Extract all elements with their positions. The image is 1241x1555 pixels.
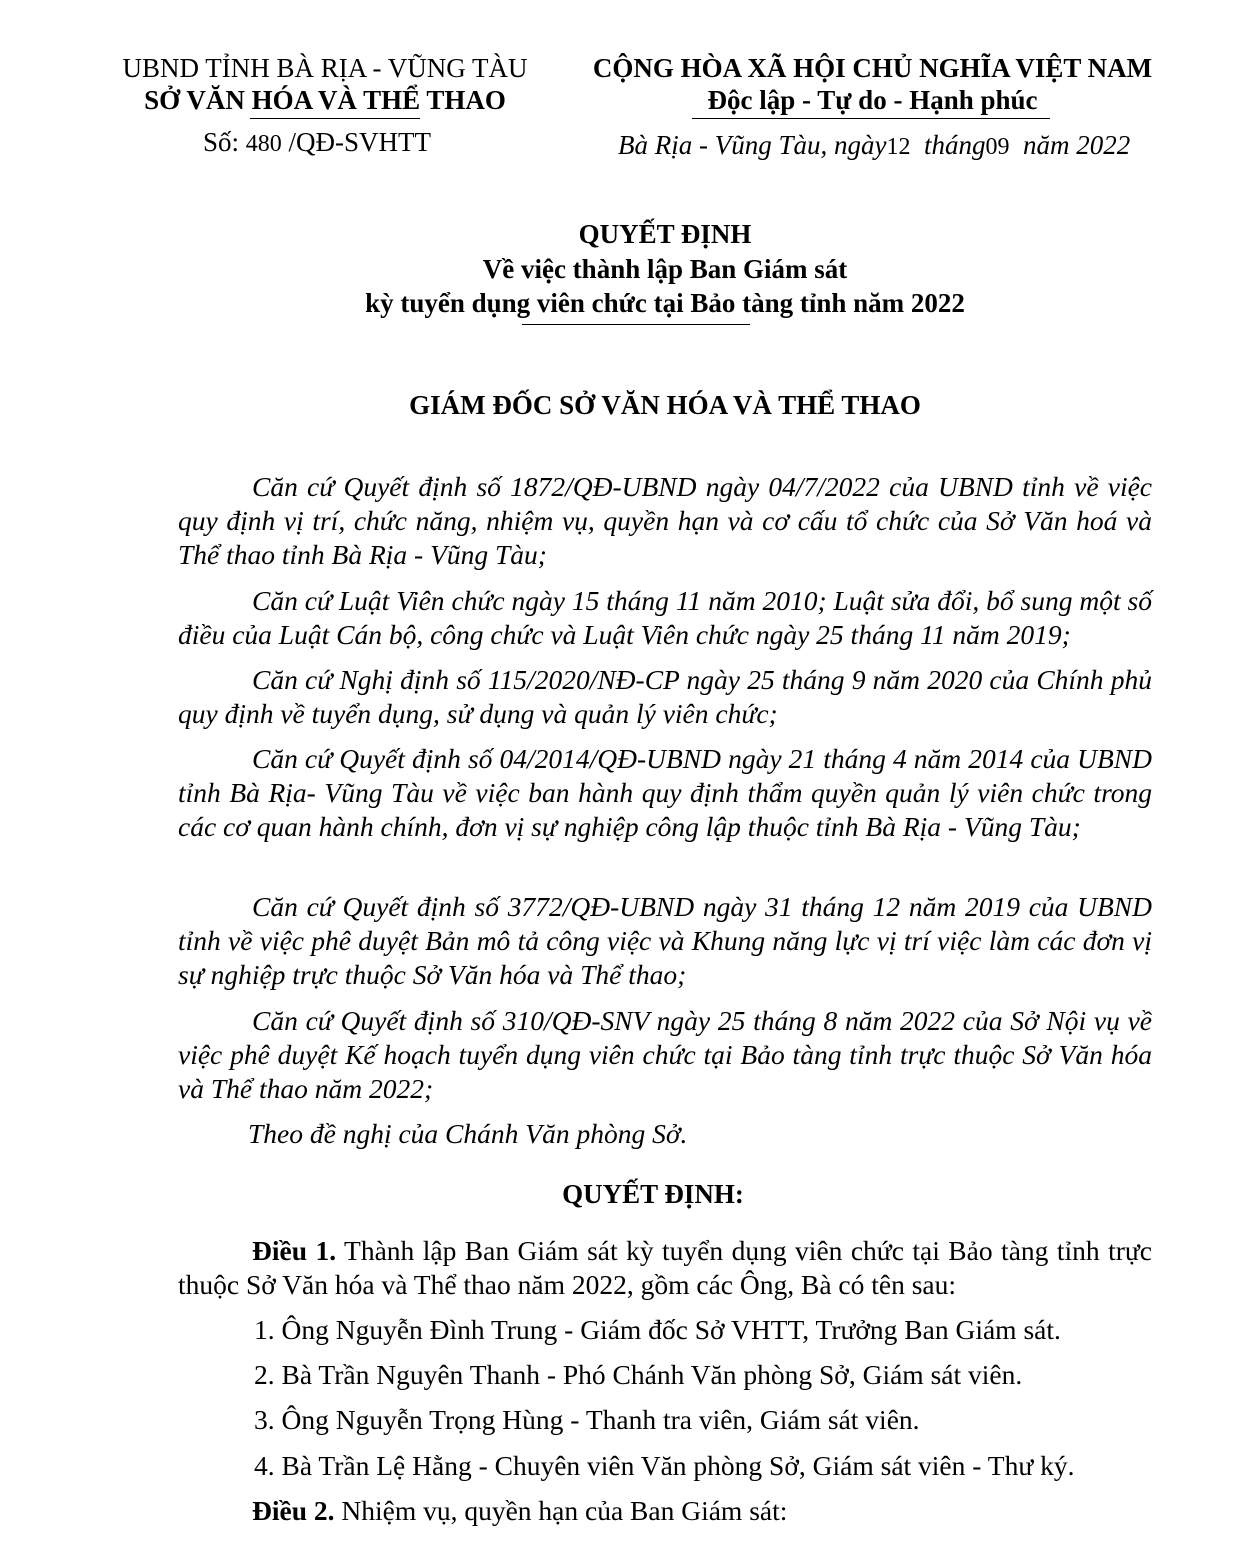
article-2-text: Nhiệm vụ, quyền hạn của Ban Giám sát:: [334, 1495, 788, 1526]
doc-no-prefix: Số:: [203, 127, 240, 157]
decision-title: QUYẾT ĐỊNH: [578, 219, 752, 249]
document-number: [203, 124, 431, 162]
member-item: 3. Ông Nguyễn Trọng Hùng - Thanh tra viên, Giám sát viên.: [254, 1404, 920, 1435]
issuing-authority: GIÁM ĐỐC SỞ VĂN HÓA VÀ THỂ THAO: [409, 390, 921, 420]
motto-underline: [692, 118, 1050, 119]
decision-subject-line2: kỳ tuyển dụng viên chức tại Bảo tàng tỉnh năm 2022: [365, 288, 965, 318]
doc-no-value: 480: [245, 131, 282, 157]
preamble-text: Căn cứ Luật Viên chức ngày 15 tháng 11 năm 2010; Luật sửa đổi, bổ sung một số điều của Luật Cán bộ, công chức và Luật Viên chức ngày 25 tháng 11 năm 2019;: [178, 585, 1152, 650]
decision-subject-line1: Về việc thành lập Ban Giám sát: [482, 254, 848, 284]
article-2: [252, 1494, 787, 1528]
preamble-text: Căn cứ Nghị định số 115/2020/NĐ-CP ngày 25 tháng 9 năm 2020 của Chính phủ quy định về tuyển dụng, sử dụng và quản lý viên chức;: [178, 664, 1152, 729]
preamble-paragraph: [178, 663, 1152, 731]
preamble-paragraph: [178, 1117, 1152, 1151]
article-1: [178, 1234, 1152, 1302]
preamble-text: Căn cứ Quyết định số 3772/QĐ-UBND ngày 31 tháng 12 năm 2019 của UBND tỉnh về việc phê duyệt Bản mô tả công việc và Khung năng lực vị trí việc làm các đơn vị sự nghiệp trực thuộc Sở Văn hóa và Thể thao;: [178, 891, 1152, 990]
title-underline: [522, 324, 750, 325]
preamble-text: Căn cứ Quyết định số 310/QĐ-SNV ngày 25 tháng 8 năm 2022 của Sở Nội vụ về việc phê duyệt Kế hoạch tuyển dụng viên chức tại Bảo tàng tỉnh trực thuộc Sở Văn hóa và Thể thao năm 2022;: [178, 1005, 1152, 1104]
date-month-label: tháng: [923, 130, 986, 160]
national-motto: Độc lập - Tự do - Hạnh phúc: [707, 85, 1038, 115]
date-day: 12: [886, 134, 911, 160]
issue-date: [618, 127, 1130, 165]
preamble-text: Căn cứ Quyết định số 1872/QĐ-UBND ngày 04/7/2022 của UBND tỉnh về việc quy định vị trí, chức năng, nhiệm vụ, quyền hạn và cơ cấu tổ chức của Sở Văn hoá và Thể thao tỉnh Bà Rịa - Vũng Tàu;: [178, 471, 1152, 570]
member-item: 1. Ông Nguyễn Đình Trung - Giám đốc Sở VHTT, Trưởng Ban Giám sát.: [254, 1314, 1061, 1345]
preamble-paragraph: [178, 742, 1152, 844]
preamble-paragraph: [178, 470, 1152, 572]
member-item: 2. Bà Trần Nguyên Thanh - Phó Chánh Văn phòng Sở, Giám sát viên.: [254, 1359, 1023, 1390]
member-item: 4. Bà Trần Lệ Hằng - Chuyên viên Văn phòng Sở, Giám sát viên - Thư ký.: [254, 1450, 1075, 1481]
doc-no-suffix: /QĐ-SVHTT: [288, 127, 432, 157]
date-prefix: Bà Rịa - Vũng Tàu, ngày: [618, 130, 887, 160]
article-1-text: Thành lập Ban Giám sát kỳ tuyển dụng viên chức tại Bảo tàng tỉnh trực thuộc Sở Văn hóa và Thể thao năm 2022, gồm các Ông, Bà có tên sau:: [178, 1235, 1152, 1300]
article-2-label: Điều 2.: [252, 1495, 335, 1526]
decision-heading: QUYẾT ĐỊNH:: [562, 1179, 744, 1209]
preamble-paragraph: [178, 1004, 1152, 1106]
article-1-label: Điều 1.: [252, 1235, 337, 1266]
agency-name: SỞ VĂN HÓA VÀ THỂ THAO: [144, 85, 506, 115]
national-title: CỘNG HÒA XÃ HỘI CHỦ NGHĨA VIỆT NAM: [592, 53, 1153, 83]
date-month: 09: [985, 134, 1010, 160]
agency-underline: [250, 118, 420, 119]
date-year: năm 2022: [1023, 130, 1131, 160]
agency-parent: UBND TỈNH BÀ RỊA - VŨNG TÀU: [122, 53, 528, 83]
preamble-paragraph: [178, 890, 1152, 992]
preamble-text: Căn cứ Quyết định số 04/2014/QĐ-UBND ngày 21 tháng 4 năm 2014 của UBND tỉnh Bà Rịa- Vũng Tàu về việc ban hành quy định thẩm quyền quản lý viên chức trong các cơ quan hành chính, đơn vị sự nghiệp công lập thuộc tỉnh Bà Rịa - Vũng Tàu;: [178, 743, 1152, 842]
preamble-text: Theo đề nghị của Chánh Văn phòng Sở.: [248, 1118, 688, 1149]
preamble-paragraph: [178, 584, 1152, 652]
